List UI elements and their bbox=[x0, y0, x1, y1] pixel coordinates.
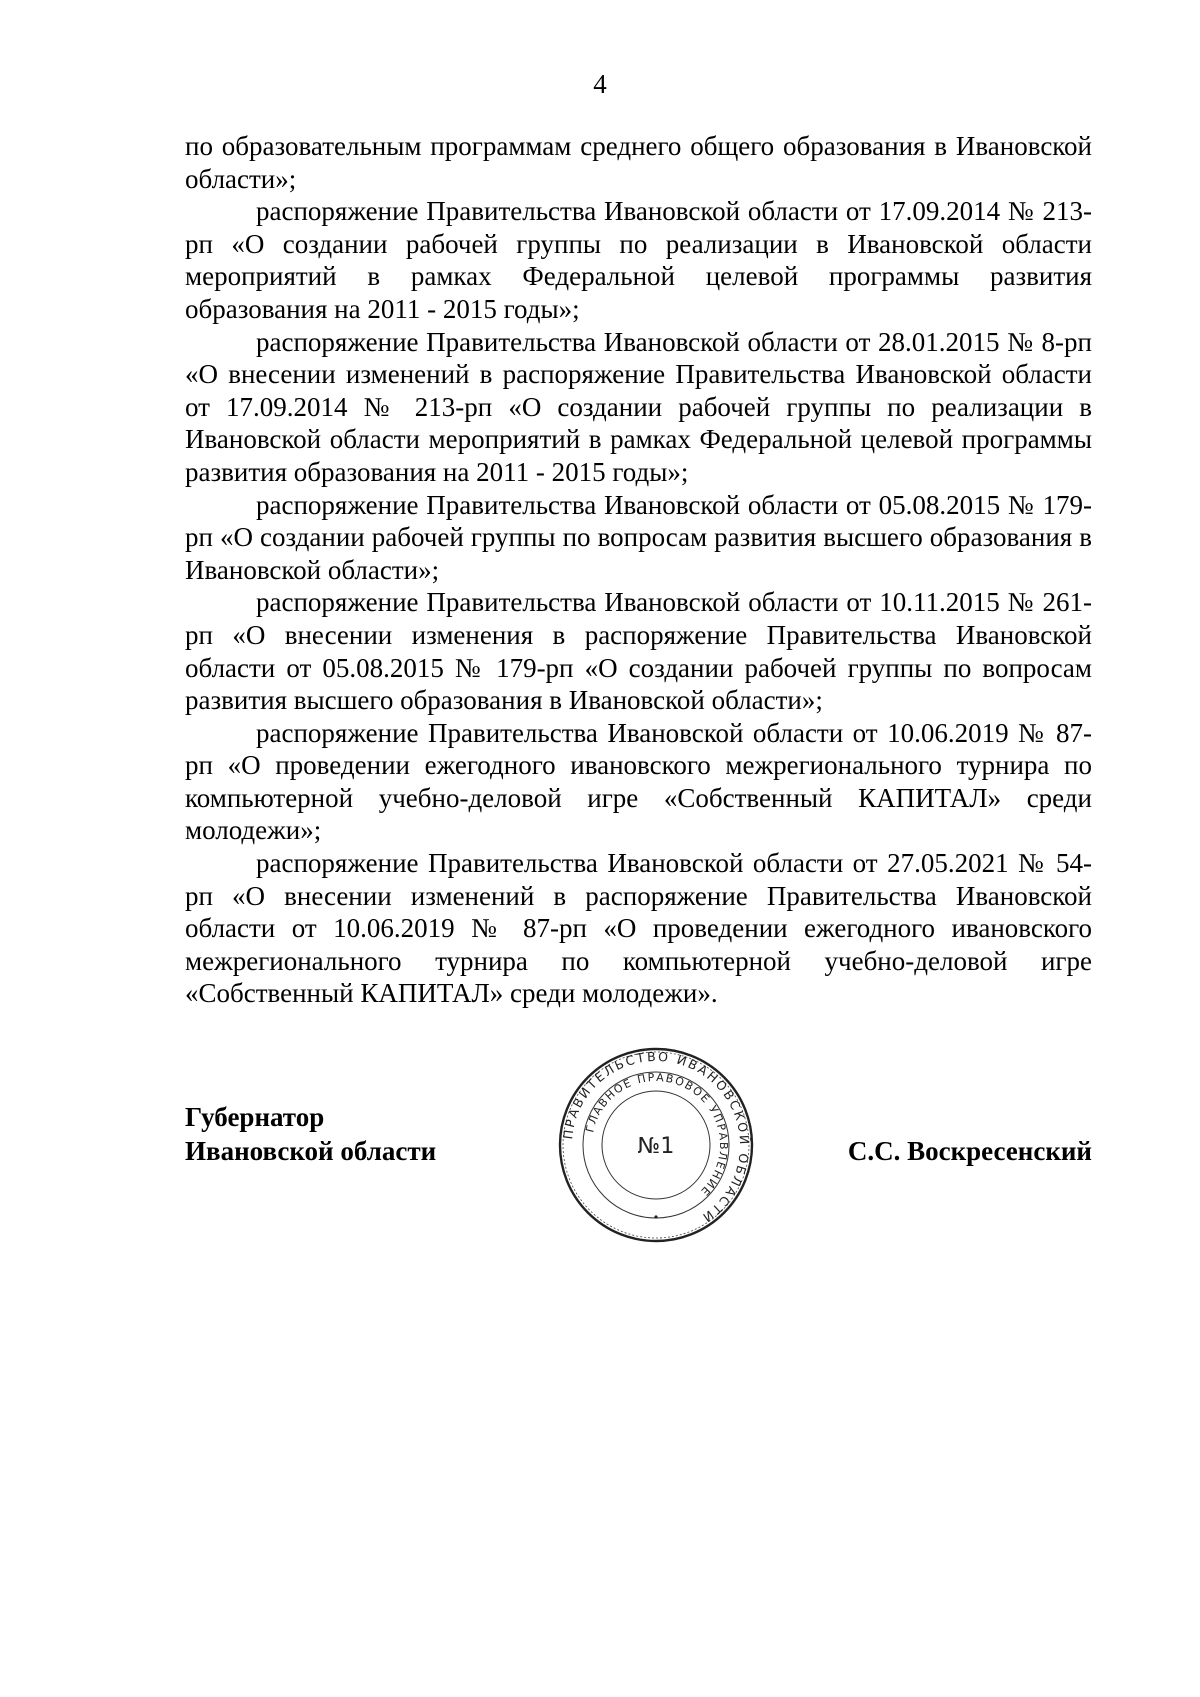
seal-inner-text: ГЛАВНОЕ ПРАВОВОЕ УПРАВЛЕНИЕ bbox=[583, 1070, 731, 1200]
signatory-title-line1: Губернатор bbox=[185, 1102, 325, 1132]
paragraph: по образовательным программам среднего общего образования в Ивановской области»; bbox=[185, 131, 1092, 194]
signatory-title bbox=[185, 1100, 436, 1168]
official-seal bbox=[556, 1045, 756, 1245]
seal-outer-text: ПРАВИТЕЛЬСТВО ИВАНОВСКОЙ ОБЛАСТИ bbox=[560, 1048, 753, 1227]
paragraph: распоряжение Правительства Ивановской области от 10.11.2015 № 261-рп «О внесении изменения в распоряжение Правительства Ивановской области от 05.08.2015 № 179-рп «О создании рабочей группы по вопросам развития высшего образования в Ивановской области»; bbox=[185, 587, 1092, 716]
document-body bbox=[185, 130, 1092, 1010]
page-number: 4 bbox=[593, 69, 607, 99]
paragraph: распоряжение Правительства Ивановской области от 27.05.2021 № 54-рп «О внесении изменений в распоряжение Правительства Ивановской области от 10.06.2019 № 87-рп «О проведении ежегодного ивановского межрегионального турнира по компьютерной учебно-деловой игре «Собственный КАПИТАЛ» среди молодежи». bbox=[185, 848, 1092, 1009]
paragraph: распоряжение Правительства Ивановской области от 10.06.2019 № 87-рп «О проведении ежегодного ивановского межрегионального турнира по компьютерной учебно-деловой игре «Собственный КАПИТАЛ» среди молодежи»; bbox=[185, 717, 1092, 846]
paragraph: распоряжение Правительства Ивановской области от 28.01.2015 № 8-рп «О внесении изменений в распоряжение Правительства Ивановской области от 17.09.2014 № 213-рп «О создании рабочей группы по реализации в Ивановской области мероприятий в рамках Федеральной целевой программы развития образования на 2011 - 2015 годы»; bbox=[185, 326, 1092, 487]
signatory-title-line2: Ивановской области bbox=[185, 1136, 437, 1166]
paragraph: распоряжение Правительства Ивановской области от 17.09.2014 № 213-рп «О создании рабочей группы по реализации в Ивановской области мероприятий в рамках Федеральной целевой программы развития образования на 2011 - 2015 годы»; bbox=[185, 196, 1092, 324]
signatory-name: С.С. Воскресенский bbox=[847, 1136, 1092, 1166]
seal-number: №1 bbox=[637, 1134, 675, 1159]
paragraph: распоряжение Правительства Ивановской области от 05.08.2015 № 179-рп «О создании рабочей группы по вопросам развития высшего образования в Ивановской области»; bbox=[185, 489, 1092, 585]
